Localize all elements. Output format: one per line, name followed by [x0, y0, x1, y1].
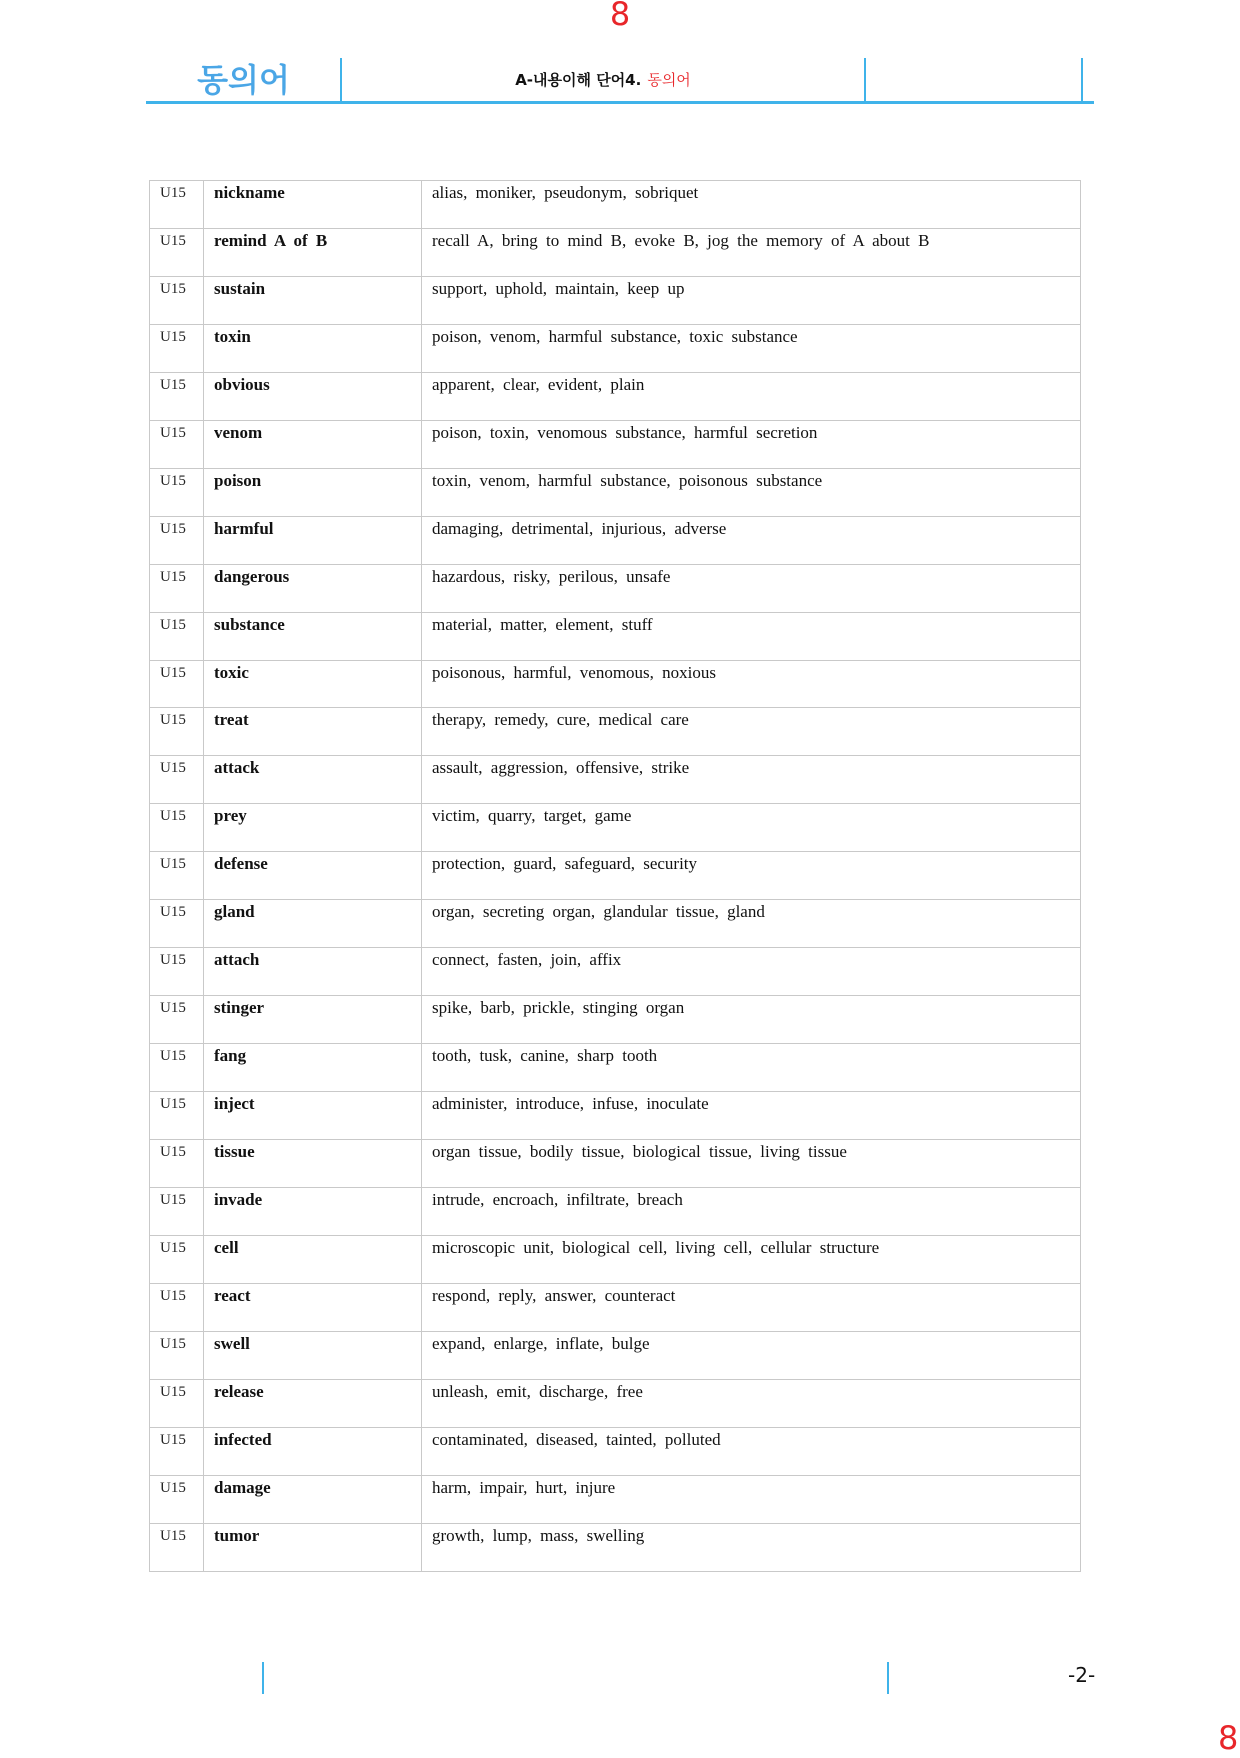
header-divider-right — [1081, 58, 1083, 102]
table-row — [150, 1379, 1081, 1427]
table-row — [150, 708, 1081, 756]
synonyms-cell: microscopic unit, biological cell, living cell, cellular structure — [422, 1235, 1081, 1283]
synonyms-cell: contaminated, diseased, tainted, polluted — [422, 1427, 1081, 1475]
synonym-table-body — [150, 181, 1081, 1572]
synonyms-cell: damaging, detrimental, injurious, adverse — [422, 516, 1081, 564]
unit-cell: U15 — [150, 612, 204, 660]
page-mark-top: 8 — [609, 0, 631, 33]
table-row — [150, 1188, 1081, 1236]
synonym-table — [149, 180, 1081, 1572]
word-cell: stinger — [204, 996, 422, 1044]
table-row — [150, 660, 1081, 708]
word-cell: react — [204, 1283, 422, 1331]
table-row — [150, 1475, 1081, 1523]
synonyms-cell: recall A, bring to mind B, evoke B, jog the memory of A about B — [422, 228, 1081, 276]
word-cell: damage — [204, 1475, 422, 1523]
synonyms-cell: apparent, clear, evident, plain — [422, 372, 1081, 420]
table-row — [150, 420, 1081, 468]
word-cell: poison — [204, 468, 422, 516]
synonyms-cell: connect, fasten, join, affix — [422, 948, 1081, 996]
unit-cell: U15 — [150, 564, 204, 612]
synonyms-cell: victim, quarry, target, game — [422, 804, 1081, 852]
table-row — [150, 1331, 1081, 1379]
unit-cell: U15 — [150, 804, 204, 852]
word-cell: prey — [204, 804, 422, 852]
word-cell: swell — [204, 1331, 422, 1379]
header-rule — [146, 101, 1094, 104]
table-row — [150, 1044, 1081, 1092]
word-cell: inject — [204, 1092, 422, 1140]
page-header — [146, 58, 1094, 104]
word-cell: attack — [204, 756, 422, 804]
unit-cell: U15 — [150, 756, 204, 804]
synonyms-cell: toxin, venom, harmful substance, poisonous substance — [422, 468, 1081, 516]
footer-divider-left — [262, 1662, 264, 1694]
synonyms-cell: harm, impair, hurt, injure — [422, 1475, 1081, 1523]
header-title: 동의어 — [197, 61, 290, 99]
unit-cell: U15 — [150, 1188, 204, 1236]
word-cell: nickname — [204, 181, 422, 229]
unit-cell: U15 — [150, 1140, 204, 1188]
unit-cell: U15 — [150, 1331, 204, 1379]
synonyms-cell: hazardous, risky, perilous, unsafe — [422, 564, 1081, 612]
table-row — [150, 996, 1081, 1044]
synonyms-cell: poison, venom, harmful substance, toxic substance — [422, 324, 1081, 372]
table-row — [150, 468, 1081, 516]
table-row — [150, 516, 1081, 564]
synonyms-cell: unleash, emit, discharge, free — [422, 1379, 1081, 1427]
word-cell: treat — [204, 708, 422, 756]
synonyms-cell: administer, introduce, infuse, inoculate — [422, 1092, 1081, 1140]
word-cell: sustain — [204, 276, 422, 324]
word-cell: substance — [204, 612, 422, 660]
word-cell: toxic — [204, 660, 422, 708]
unit-cell: U15 — [150, 1475, 204, 1523]
word-cell: tumor — [204, 1523, 422, 1571]
synonyms-cell: expand, enlarge, inflate, bulge — [422, 1331, 1081, 1379]
unit-cell: U15 — [150, 1283, 204, 1331]
synonyms-cell: poison, toxin, venomous substance, harmful secretion — [422, 420, 1081, 468]
synonyms-cell: organ tissue, bodily tissue, biological tissue, living tissue — [422, 1140, 1081, 1188]
unit-cell: U15 — [150, 468, 204, 516]
word-cell: tissue — [204, 1140, 422, 1188]
table-row — [150, 324, 1081, 372]
word-cell: invade — [204, 1188, 422, 1236]
table-row — [150, 1092, 1081, 1140]
synonyms-cell: alias, moniker, pseudonym, sobriquet — [422, 181, 1081, 229]
word-cell: remind A of B — [204, 228, 422, 276]
synonyms-cell: organ, secreting organ, glandular tissue, gland — [422, 900, 1081, 948]
table-row — [150, 756, 1081, 804]
unit-cell: U15 — [150, 900, 204, 948]
word-cell: release — [204, 1379, 422, 1427]
word-cell: defense — [204, 852, 422, 900]
table-row — [150, 564, 1081, 612]
unit-cell: U15 — [150, 1427, 204, 1475]
synonyms-cell: protection, guard, safeguard, security — [422, 852, 1081, 900]
word-cell: dangerous — [204, 564, 422, 612]
unit-cell: U15 — [150, 948, 204, 996]
table-row — [150, 852, 1081, 900]
table-row — [150, 1283, 1081, 1331]
unit-cell: U15 — [150, 1235, 204, 1283]
synonyms-cell: tooth, tusk, canine, sharp tooth — [422, 1044, 1081, 1092]
unit-cell: U15 — [150, 516, 204, 564]
unit-cell: U15 — [150, 1044, 204, 1092]
word-cell: venom — [204, 420, 422, 468]
table-row — [150, 1140, 1081, 1188]
header-subtitle — [342, 58, 864, 102]
header-subtitle-prefix: A-내용이해 단어4. — [515, 71, 642, 89]
synonyms-cell: material, matter, element, stuff — [422, 612, 1081, 660]
table-row — [150, 181, 1081, 229]
table-row — [150, 612, 1081, 660]
unit-cell: U15 — [150, 708, 204, 756]
unit-cell: U15 — [150, 372, 204, 420]
word-cell: obvious — [204, 372, 422, 420]
synonyms-cell: poisonous, harmful, venomous, noxious — [422, 660, 1081, 708]
unit-cell: U15 — [150, 1523, 204, 1571]
footer-divider-right — [887, 1662, 889, 1694]
word-cell: attach — [204, 948, 422, 996]
synonyms-cell: assault, aggression, offensive, strike — [422, 756, 1081, 804]
table-row — [150, 900, 1081, 948]
table-row — [150, 372, 1081, 420]
synonyms-cell: spike, barb, prickle, stinging organ — [422, 996, 1081, 1044]
unit-cell: U15 — [150, 852, 204, 900]
word-cell: gland — [204, 900, 422, 948]
unit-cell: U15 — [150, 324, 204, 372]
unit-cell: U15 — [150, 228, 204, 276]
word-cell: fang — [204, 1044, 422, 1092]
synonyms-cell: support, uphold, maintain, keep up — [422, 276, 1081, 324]
unit-cell: U15 — [150, 181, 204, 229]
word-cell: cell — [204, 1235, 422, 1283]
header-divider-middle — [864, 58, 866, 102]
table-row — [150, 1427, 1081, 1475]
unit-cell: U15 — [150, 1379, 204, 1427]
table-row — [150, 1235, 1081, 1283]
header-subtitle-accent: 동의어 — [647, 71, 691, 89]
table-row — [150, 228, 1081, 276]
unit-cell: U15 — [150, 420, 204, 468]
table-row — [150, 276, 1081, 324]
unit-cell: U15 — [150, 276, 204, 324]
unit-cell: U15 — [150, 996, 204, 1044]
synonyms-cell: respond, reply, answer, counteract — [422, 1283, 1081, 1331]
table-row — [150, 948, 1081, 996]
page-mark-corner: 8 — [1218, 1719, 1239, 1757]
synonyms-cell: intrude, encroach, infiltrate, breach — [422, 1188, 1081, 1236]
word-cell: toxin — [204, 324, 422, 372]
word-cell: harmful — [204, 516, 422, 564]
unit-cell: U15 — [150, 1092, 204, 1140]
synonyms-cell: growth, lump, mass, swelling — [422, 1523, 1081, 1571]
page-number: -2- — [1068, 1663, 1096, 1687]
word-cell: infected — [204, 1427, 422, 1475]
table-row — [150, 1523, 1081, 1571]
synonyms-cell: therapy, remedy, cure, medical care — [422, 708, 1081, 756]
unit-cell: U15 — [150, 660, 204, 708]
table-row — [150, 804, 1081, 852]
